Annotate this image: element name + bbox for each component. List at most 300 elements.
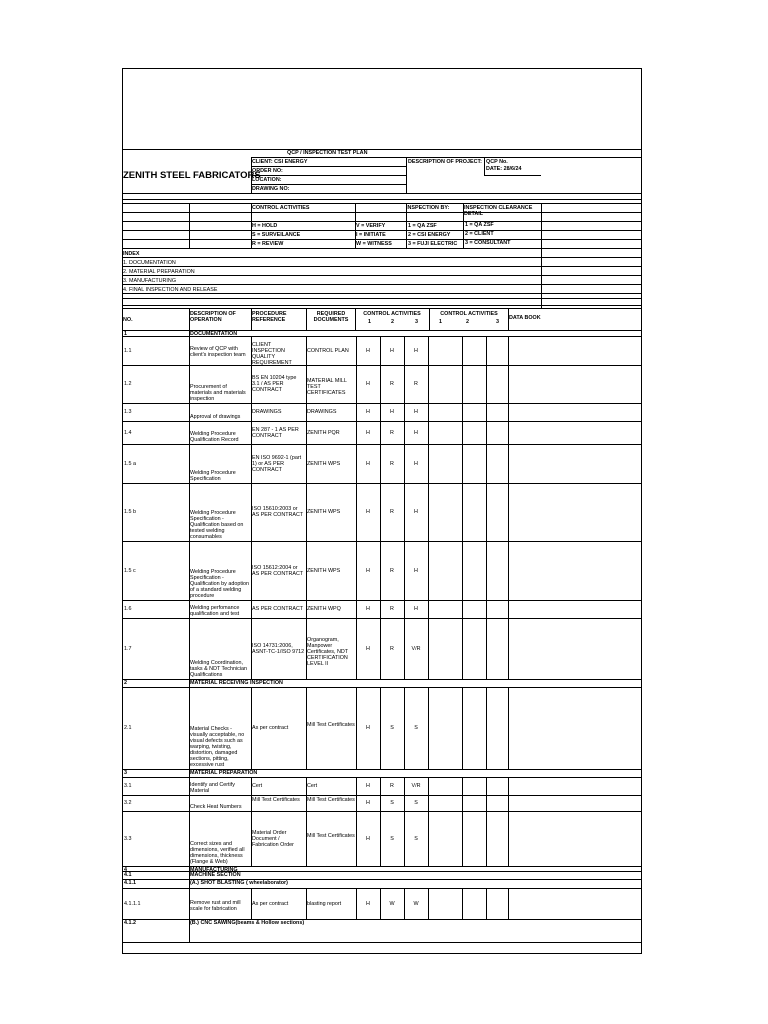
grid-line	[406, 203, 407, 248]
grid-line	[306, 421, 307, 444]
grid-line	[462, 421, 463, 444]
company-name: ZENITH STEEL FABRICATORS	[123, 170, 261, 181]
grid-line	[306, 336, 307, 365]
inspection-by-label: INSPECTION BY:	[406, 205, 450, 211]
grid-line	[251, 444, 252, 483]
required-documents: DRAWINGS	[307, 409, 337, 415]
col-header-ca-3: 3	[415, 319, 418, 325]
location-field: LOCATION:	[252, 177, 282, 183]
grid-line	[123, 871, 641, 872]
grid-line	[508, 795, 509, 811]
grid-line	[380, 541, 381, 600]
required-documents: ZENITH WPS	[307, 509, 341, 515]
col-header-ca2-3: 3	[496, 319, 499, 325]
grid-line	[404, 444, 405, 483]
grid-line	[508, 618, 509, 679]
grid-line	[306, 483, 307, 541]
grid-line	[123, 266, 641, 267]
grid-line	[486, 444, 487, 483]
grid-line	[462, 336, 463, 365]
item-number: 4.1.1.1	[124, 900, 141, 907]
grid-line	[428, 777, 429, 795]
operation-description: Review of QCP with client's inspection team	[190, 346, 246, 358]
grid-line	[306, 403, 307, 421]
grid-line	[404, 811, 405, 866]
required-documents: Mill Test Certificates	[307, 722, 355, 728]
grid-line	[306, 600, 307, 618]
grid-line	[251, 541, 252, 600]
col-header-ca-2: 2	[391, 319, 394, 325]
grid-line	[404, 403, 405, 421]
grid-line	[251, 600, 252, 618]
grid-line	[355, 203, 356, 248]
item-number: 1.2	[124, 381, 132, 387]
grid-line	[123, 444, 641, 445]
grid-line	[189, 618, 190, 679]
control-activity-1: H	[366, 900, 370, 907]
control-activity-1: H	[366, 835, 370, 842]
section-number: 2	[124, 680, 127, 686]
grid-line	[123, 679, 641, 680]
grid-line	[404, 336, 405, 365]
procedure-reference: DRAWINGS	[252, 409, 282, 415]
grid-line	[462, 600, 463, 618]
grid-line	[462, 888, 463, 919]
control-activity-3: V/R	[411, 783, 421, 789]
grid-line	[306, 618, 307, 679]
operation-description: Welding Procedure Specification - Qualification based on tested welding consumables	[190, 510, 244, 540]
col-header-no: NO.	[123, 317, 133, 323]
legend-clearance-1: 1 = QA ZSF	[465, 222, 494, 228]
operation-description: Approval of drawings	[190, 414, 241, 420]
title-bottom-line	[251, 157, 641, 158]
required-documents: ZENITH PQR	[307, 429, 340, 436]
grid-line	[251, 184, 406, 185]
grid-line	[380, 618, 381, 679]
operation-description: Check Heat Numbers	[190, 804, 242, 810]
grid-line	[123, 403, 641, 404]
grid-line	[380, 888, 381, 919]
grid-line	[123, 336, 641, 337]
control-activities-label: CONTROL ACTIVITIES	[252, 205, 310, 211]
control-activity-1: H	[366, 347, 370, 354]
grid-line	[123, 777, 641, 778]
section-number: 1	[124, 331, 127, 337]
grid-line	[123, 257, 641, 258]
table-header-bottom	[123, 330, 641, 331]
legend-clearance-2: 2 = CLIENT	[465, 231, 494, 237]
grid-line	[356, 618, 357, 679]
control-activity-2: R	[390, 645, 394, 652]
grid-line	[428, 403, 429, 421]
grid-line	[462, 777, 463, 795]
grid-line	[508, 483, 509, 541]
item-number: 1.6	[124, 606, 132, 612]
required-documents: CONTROL PLAN	[307, 347, 349, 354]
item-number: 1.4	[124, 429, 132, 436]
grid-line	[462, 483, 463, 541]
grid-line	[486, 421, 487, 444]
grid-line	[251, 483, 252, 541]
grid-line	[404, 421, 405, 444]
grid-line	[484, 175, 541, 176]
procedure-reference: As per contract	[252, 725, 289, 731]
procedure-reference: ISO 14731:2006, ASNT-TC-1/ISO 9712	[252, 642, 305, 655]
grid-line	[404, 687, 405, 769]
grid-line	[428, 365, 429, 403]
control-activity-2: S	[390, 800, 394, 806]
grid-line	[123, 483, 641, 484]
grid-line	[380, 687, 381, 769]
item-number: 1.1	[124, 347, 132, 354]
grid-line	[189, 777, 190, 795]
legend-witness: W = WITNESS	[356, 241, 392, 247]
grid-line	[428, 483, 429, 541]
control-activity-1: H	[366, 381, 370, 387]
grid-line	[508, 687, 509, 769]
grid-line	[251, 175, 406, 176]
control-activity-3: S	[414, 725, 418, 731]
drawing-no-field: DRAWING NO:	[252, 186, 290, 192]
grid-line	[306, 777, 307, 795]
grid-line	[486, 403, 487, 421]
grid-line	[306, 308, 307, 330]
legend-clearance-3: 3 = CONSULTANT	[465, 240, 511, 246]
operation-description: Welding Procedure Specification - Qualification by adoption of a standard welding procedure	[190, 569, 250, 599]
procedure-reference: Cert	[252, 783, 263, 789]
qcp-sheet	[122, 68, 642, 954]
grid-line	[429, 308, 430, 330]
procedure-reference: EN ISO 9692-1 (part 1) or AS PER CONTRACT	[252, 454, 302, 473]
grid-line	[380, 600, 381, 618]
control-activity-3: H	[414, 347, 418, 354]
grid-line	[356, 365, 357, 403]
required-documents: ZENITH WPS	[307, 567, 341, 574]
grid-line	[356, 888, 357, 919]
control-activity-2: R	[390, 606, 394, 612]
section-title: MACHINE SECTION	[190, 872, 241, 878]
grid-line	[123, 600, 641, 601]
title-top-line	[123, 149, 641, 150]
grid-line	[123, 888, 641, 889]
required-documents: ZENITH WPQ	[307, 606, 341, 612]
grid-line	[404, 618, 405, 679]
control-activity-3: H	[414, 509, 418, 515]
grid-line	[123, 541, 641, 542]
grid-line	[380, 777, 381, 795]
grid-line	[486, 888, 487, 919]
section-title: DOCUMENTATION	[190, 331, 238, 337]
grid-line	[428, 687, 429, 769]
grid-line	[189, 336, 190, 365]
grid-line	[380, 365, 381, 403]
grid-line	[306, 365, 307, 403]
grid-line	[486, 777, 487, 795]
required-documents: Mill Test Certificates	[307, 797, 355, 803]
procedure-reference: BS EN 10204 type 3.1 / AS PER CONTRACT	[252, 375, 297, 393]
grid-line	[123, 866, 641, 867]
grid-line	[189, 600, 190, 618]
control-activity-1: H	[366, 783, 370, 789]
item-number: 1.5 a	[124, 460, 136, 467]
grid-line	[123, 284, 641, 285]
procedure-reference: CLIENT INSPECTION QUALITY REQUIREMENT	[252, 341, 292, 366]
grid-line	[251, 421, 252, 444]
grid-line	[541, 248, 542, 308]
control-activity-2: R	[390, 460, 394, 467]
legend-initiate: I = INITIATE	[356, 232, 386, 238]
item-number: 3.2	[124, 800, 132, 806]
col-header-control-activities-2: CONTROL ACTIVITIES	[440, 311, 498, 317]
grid-line	[306, 795, 307, 811]
control-activity-3: S	[414, 835, 418, 842]
grid-line	[123, 942, 641, 943]
grid-line	[251, 888, 252, 919]
item-number: 2.1	[124, 725, 132, 731]
document-title: QCP / INSPECTION TEST PLAN	[287, 150, 368, 156]
control-activity-2: H	[390, 347, 394, 354]
grid-line	[123, 275, 641, 276]
grid-line	[356, 444, 357, 483]
operation-description: Welding perfomance qualification and test	[190, 605, 240, 617]
grid-line	[189, 687, 190, 769]
grid-line	[123, 421, 641, 422]
col-header-data-book: DATA BOOK	[509, 315, 541, 321]
index-item: 4. FINAL INSPECTION AND RELEASE	[123, 287, 218, 293]
grid-line	[189, 811, 190, 866]
grid-line	[508, 421, 509, 444]
grid-line	[428, 336, 429, 365]
grid-line	[251, 687, 252, 769]
control-activity-1: H	[366, 460, 370, 467]
grid-line	[123, 203, 641, 204]
control-activity-1: H	[366, 645, 370, 652]
grid-line	[189, 483, 190, 541]
grid-line	[508, 336, 509, 365]
grid-line	[462, 403, 463, 421]
operation-description: Identify and Certify Material	[190, 782, 235, 794]
grid-line	[462, 444, 463, 483]
grid-line	[123, 618, 641, 619]
grid-line	[189, 769, 190, 777]
grid-line	[428, 811, 429, 866]
required-documents: blasting report	[307, 900, 342, 907]
grid-line	[123, 811, 641, 812]
grid-line	[486, 811, 487, 866]
grid-line	[486, 483, 487, 541]
grid-line	[380, 483, 381, 541]
procedure-reference: ISO 15610:2003 or AS PER CONTRACT	[252, 506, 304, 518]
section-title: MATERIAL PREPARATION	[190, 770, 258, 776]
operation-description: Procurement of materials and materials inspection	[190, 384, 246, 402]
grid-line	[462, 795, 463, 811]
grid-line	[380, 795, 381, 811]
date-field: DATE: 28/6/24	[486, 166, 522, 172]
grid-line	[306, 888, 307, 919]
required-documents: Organogram, Manpower Certificates, NDT CERTIFICATION LEVEL II	[307, 636, 348, 667]
grid-line	[123, 212, 641, 213]
procedure-reference: EN 287 - 1 AS PER CONTRACT	[252, 426, 299, 439]
control-activity-1: H	[366, 429, 370, 436]
grid-line	[123, 305, 641, 306]
grid-line	[189, 203, 190, 248]
operation-description: Material Checks - visually acceptable, no visual defects such as warping, twisting, distortion, damaged sections, pitting, excessive rust	[190, 726, 245, 768]
col-header-procedure: PROCEDURE REFERENCE	[252, 311, 287, 323]
grid-line	[462, 541, 463, 600]
control-activity-2: R	[390, 381, 394, 387]
required-documents: MATERIAL MILL TEST CERTIFICATES	[307, 378, 347, 396]
grid-line	[356, 795, 357, 811]
control-activity-2: R	[390, 429, 394, 436]
grid-line	[356, 403, 357, 421]
control-activity-2: R	[390, 567, 394, 574]
operation-description: Correct sizes and dimensions, verified all dimensions, thickness (Flange & Web)	[190, 841, 245, 865]
grid-line	[356, 336, 357, 365]
description-of-project-label: DESCRIPTION OF PROJECT:	[408, 159, 482, 165]
operation-description: Welding Procedure Qualification Record	[190, 431, 239, 443]
section-title: MATERIAL RECEIVING INSPECTION	[190, 680, 283, 686]
grid-line	[380, 444, 381, 483]
control-activity-2: W	[389, 900, 395, 907]
required-documents: Cert	[307, 783, 318, 789]
section-title: (A.) SHOT BLASTING ( wheelaborator)	[190, 880, 288, 886]
grid-line	[404, 365, 405, 403]
legend-inspection-3: 3 = FUJI ELECTRIC	[408, 241, 458, 247]
qcp-no-label: QCP No.	[486, 159, 508, 165]
grid-line	[123, 365, 641, 366]
grid-line	[189, 871, 190, 879]
grid-line	[251, 203, 252, 248]
grid-line	[189, 365, 190, 403]
control-activity-3: R	[414, 381, 418, 387]
client-field: CLIENT: CSI ENERGY	[252, 159, 308, 165]
inspection-clearance-label: INSPECTION CLEARANCE DETAIL	[464, 205, 533, 217]
grid-line	[428, 795, 429, 811]
operation-description: Remove rust and mill scale for fabrication	[190, 900, 241, 912]
item-number: 3.1	[124, 783, 132, 789]
control-activity-1: H	[366, 409, 370, 415]
control-activity-2: R	[390, 509, 394, 515]
grid-line	[123, 919, 641, 920]
grid-line	[380, 811, 381, 866]
operation-description: Welding Procedure Specification	[190, 470, 236, 482]
grid-line	[486, 365, 487, 403]
required-documents: Mill Test Certificates	[307, 832, 355, 839]
grid-line	[508, 600, 509, 618]
index-item: 3. MANUFACTURING	[123, 278, 177, 284]
grid-line	[123, 687, 641, 688]
grid-line	[428, 541, 429, 600]
grid-line	[462, 687, 463, 769]
grid-line	[541, 203, 542, 248]
grid-line	[356, 541, 357, 600]
grid-line	[404, 541, 405, 600]
grid-line	[251, 166, 406, 167]
grid-line	[508, 365, 509, 403]
grid-line	[486, 795, 487, 811]
grid-line	[428, 421, 429, 444]
grid-line	[508, 541, 509, 600]
procedure-reference: ISO 15612:2004 or AS PER CONTRACT	[252, 564, 304, 577]
item-number: 3.3	[124, 835, 132, 842]
grid-line	[508, 811, 509, 866]
control-activity-3: W	[413, 900, 419, 907]
control-activity-2: S	[390, 835, 394, 842]
grid-line	[486, 600, 487, 618]
item-number: 1.7	[124, 645, 132, 652]
grid-line	[189, 444, 190, 483]
item-number: 1.3	[124, 409, 132, 415]
legend-inspection-1: 1 = QA ZSF	[408, 223, 437, 229]
grid-line	[404, 777, 405, 795]
control-activity-3: H	[414, 409, 418, 415]
grid-line	[123, 308, 641, 309]
grid-line	[486, 336, 487, 365]
grid-line	[428, 618, 429, 679]
control-activity-3: V/R	[411, 645, 421, 652]
grid-line	[404, 888, 405, 919]
grid-line	[123, 795, 641, 796]
order-no-field: ORDER NO:	[252, 168, 283, 174]
control-activity-2: H	[390, 409, 394, 415]
grid-line	[123, 199, 641, 200]
procedure-reference: AS PER CONTRACT	[252, 606, 304, 612]
section-number: 4.1.1	[124, 880, 136, 886]
grid-line	[123, 293, 641, 294]
grid-line	[123, 879, 641, 880]
section-number: 4.1	[124, 872, 132, 878]
procedure-reference: As per contract	[252, 900, 289, 907]
section-number: 3	[124, 770, 127, 776]
grid-line	[462, 618, 463, 679]
grid-line	[189, 879, 190, 888]
grid-line	[428, 600, 429, 618]
grid-line	[356, 777, 357, 795]
grid-line	[356, 421, 357, 444]
legend-review: R = REVIEW	[252, 241, 284, 247]
control-activity-3: H	[414, 567, 418, 574]
grid-line	[486, 541, 487, 600]
required-documents: ZENITH WPS	[307, 460, 341, 467]
grid-line	[463, 203, 464, 248]
control-activity-2: S	[390, 725, 394, 731]
grid-line	[356, 811, 357, 866]
grid-line	[508, 403, 509, 421]
grid-line	[251, 403, 252, 421]
grid-line	[356, 687, 357, 769]
grid-line	[462, 811, 463, 866]
grid-line	[189, 888, 190, 919]
grid-line	[486, 687, 487, 769]
grid-line	[306, 687, 307, 769]
grid-line	[406, 157, 407, 193]
grid-line	[251, 795, 252, 811]
procedure-reference: Mill Test Certificates	[252, 797, 300, 803]
col-header-description: DESCRIPTION OF OPERATION	[190, 311, 236, 323]
col-header-required-documents: REQUIRED DOCUMENTS	[313, 311, 349, 323]
control-activity-1: H	[366, 606, 370, 612]
control-activity-2: R	[390, 783, 394, 789]
grid-line	[428, 444, 429, 483]
legend-surveilance: S = SURVEILANCE	[252, 232, 301, 238]
legend-hold: H = HOLD	[252, 223, 278, 229]
grid-line	[462, 365, 463, 403]
index-title: INDEX	[123, 251, 140, 257]
grid-line	[123, 769, 641, 770]
grid-line	[484, 157, 485, 175]
control-activity-1: H	[366, 725, 370, 731]
control-activity-3: H	[414, 606, 418, 612]
